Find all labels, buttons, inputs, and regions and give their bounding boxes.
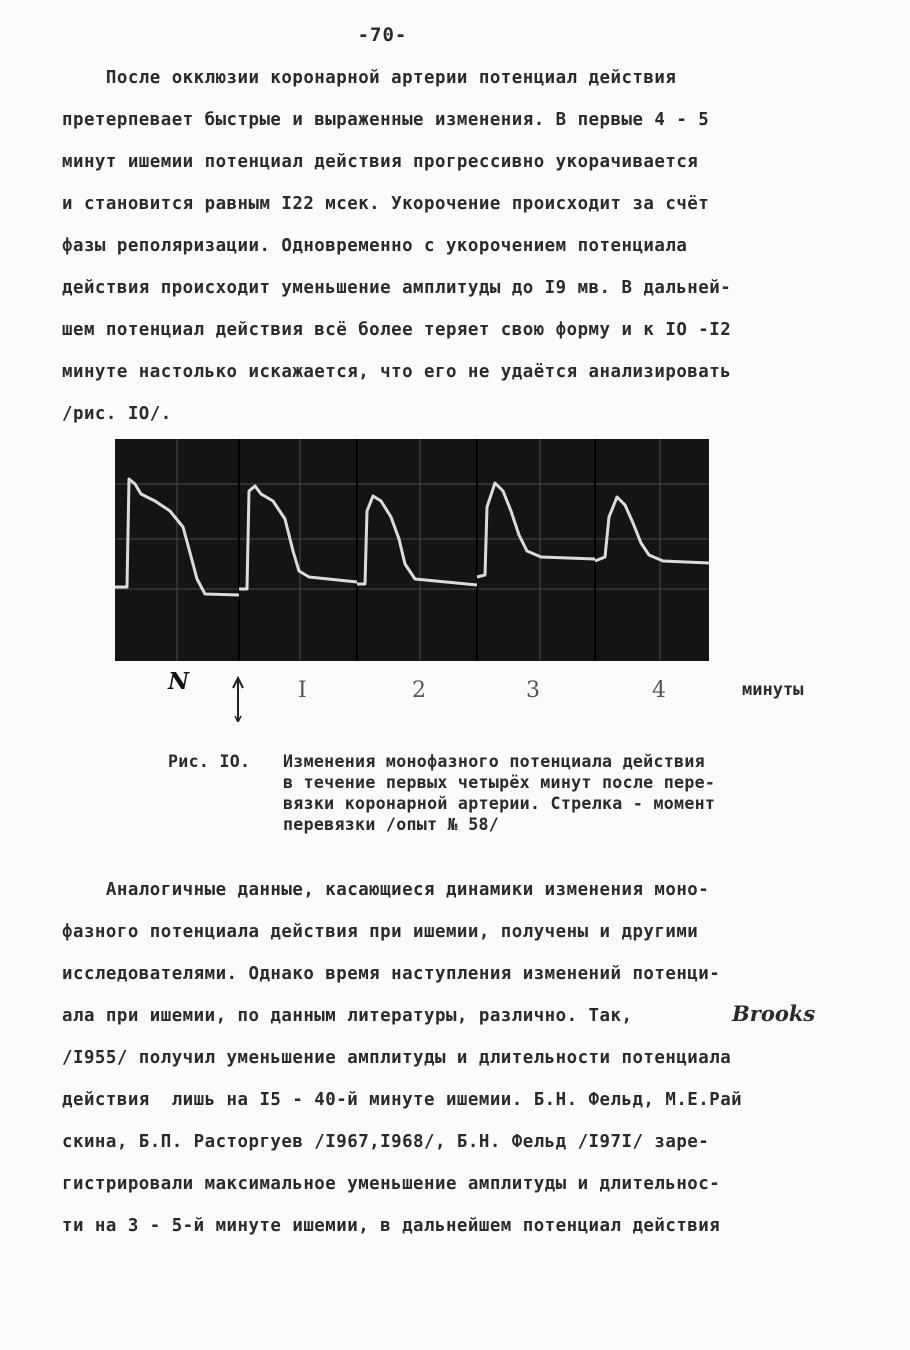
handwritten-name: Brooks <box>732 1001 816 1026</box>
oscillogram-traces <box>115 439 709 661</box>
label-normal: N <box>168 668 190 695</box>
paragraph-2-line: Аналогичные данные, касающиеся динамики изменения моно- <box>62 880 710 900</box>
paragraph-2-line: ала при ишемии, по данным литературы, различно. Так, <box>62 1006 633 1026</box>
action-potential-trace-3 <box>477 483 595 577</box>
paragraph-1-line: минуте настолько искажается, что его не удаётся анализировать <box>62 362 732 382</box>
caption-prefix: Рис. IO. <box>168 752 251 771</box>
paragraph-1-line: и становится равным I22 мсек. Укорочение происходит за счёт <box>62 194 710 214</box>
paragraph-3-line: скина, Б.П. Расторгуев /I967,I968/, Б.Н. Фельд /I97I/ заре- <box>62 1132 710 1152</box>
paragraph-2-line: фазного потенциала действия при ишемии, получены и другими <box>62 922 699 942</box>
paragraph-1-line: минут ишемии потенциал действия прогрессивно укорачивается <box>62 152 699 172</box>
paragraph-2-line: исследователями. Однако время наступления изменений потенци- <box>62 964 721 984</box>
caption-line: в течение первых четырёх минут после пере- <box>283 773 716 792</box>
paragraph-1-line: шем потенциал действия всё более теряет свою форму и к IO -I2 <box>62 320 732 340</box>
caption-line: Изменения монофазного потенциала действия <box>283 752 705 771</box>
action-potential-trace-2 <box>357 496 477 585</box>
action-potential-trace-1 <box>239 486 357 589</box>
paragraph-1-line: фазы реполяризации. Одновременно с укорочением потенциала <box>62 236 688 256</box>
paragraph-1-line: претерпевает быстрые и выраженные изменения. В первые 4 - 5 <box>62 110 710 130</box>
caption-line: перевязки /опыт № 58/ <box>283 815 500 834</box>
paragraph-1-line: /рис. IO/. <box>62 404 172 424</box>
paragraph-3-line: ти на 3 - 5-й минуте ишемии, в дальнейшем потенциал действия <box>62 1216 721 1236</box>
oscillogram-photo <box>115 439 709 661</box>
paragraph-3-line: действия лишь на I5 - 40-й минуте ишемии. Б.Н. Фельд, М.Е.Рай <box>62 1090 743 1110</box>
paragraph-1-line: действия происходит уменьшение амплитуды до I9 мв. В дальней- <box>62 278 732 298</box>
label-minute-4: 4 <box>652 678 666 703</box>
action-potential-trace-4 <box>595 497 709 563</box>
label-minute-2: 2 <box>412 678 426 703</box>
paragraph-3-line: /I955/ получил уменьшение амплитуды и длительности потенциала <box>62 1048 732 1068</box>
paragraph-3-line: гистрировали максимальное уменьшение амплитуды и длительнос- <box>62 1174 721 1194</box>
minutes-label: минуты <box>742 680 804 700</box>
label-minute-1: I <box>298 678 307 703</box>
page-number: -70- <box>357 24 408 46</box>
paragraph-1-line: После окклюзии коронарной артерии потенциал действия <box>62 68 677 88</box>
ligation-arrow-icon <box>231 676 245 722</box>
label-minute-3: 3 <box>526 678 540 703</box>
grid-lines <box>115 439 709 661</box>
caption-line: вязки коронарной артерии. Стрелка - момент <box>283 794 716 813</box>
